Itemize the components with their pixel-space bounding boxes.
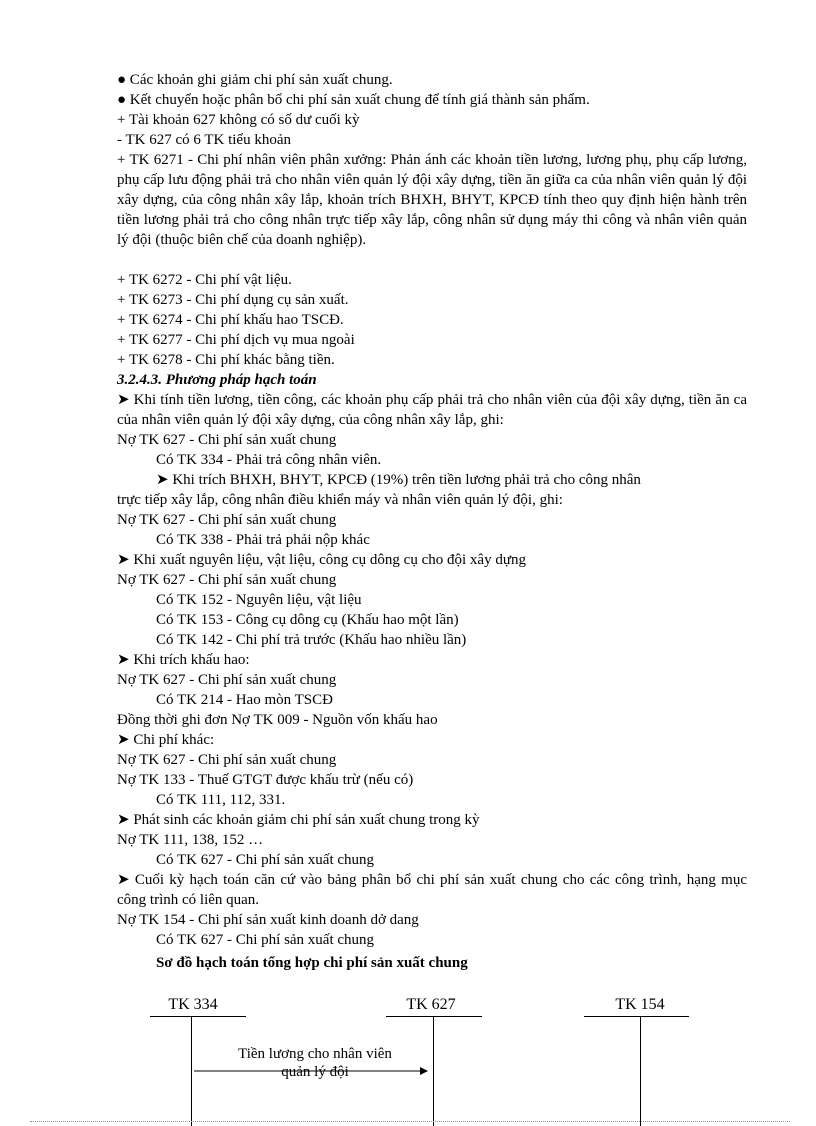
text-line: Có TK 142 - Chi phí trả trước (Khấu hao nhiều lần) <box>156 632 467 648</box>
text-line: Có TK 334 - Phải trả công nhân viên. <box>156 452 382 468</box>
t-account-stem <box>640 1016 641 1126</box>
text-line: + TK 6277 - Chi phí dịch vụ mua ngoài <box>117 332 355 348</box>
text-line: ➤ Khi trích BHXH, BHYT, KPCĐ (19%) trên tiền lương phải trả cho công nhân <box>156 472 641 488</box>
text-line: Có TK 111, 112, 331. <box>156 792 286 808</box>
text-line: Có TK 338 - Phải trả phải nộp khác <box>156 532 370 548</box>
text-line: Có TK 152 - Nguyên liệu, vật liệu <box>156 592 362 608</box>
text-line: Có TK 214 - Hao mòn TSCĐ <box>156 692 333 708</box>
text-line: Có TK 153 - Công cụ dông cụ (Khấu hao một lần) <box>156 612 459 628</box>
t-account-bar <box>150 1016 246 1017</box>
arrow-label: quản lý đội <box>281 1064 349 1080</box>
page-edge-divider <box>30 1121 790 1122</box>
text-line: Nợ TK 627 - Chi phí sản xuất chung <box>117 672 337 688</box>
text-line: Nợ TK 154 - Chi phí sản xuất kinh doanh dở dang <box>117 912 419 928</box>
text-line: Nợ TK 627 - Chi phí sản xuất chung <box>117 752 337 768</box>
t-account-stem <box>433 1016 434 1126</box>
account-label-154: TK 154 <box>615 996 665 1013</box>
text-line: ➤ Phát sinh các khoản giảm chi phí sản xuất chung trong kỳ <box>117 812 480 828</box>
text-line: + Tài khoản 627 không có số dư cuối kỳ <box>117 112 360 128</box>
text-paragraph: + TK 6271 - Chi phí nhân viên phân xưởng: Phản ánh các khoản tiền lương, lương phụ, phụ cấp lương, phụ cấp lưu động phải trả cho nhân viên quản lý đội xây dựng, tiền ăn giữa ca của nhân viên quản lý đội xây dựng, của công nhân xây lắp, khoản trích BHXH, BHYT, KPCĐ tính theo quy định hiện hành trên tiền lương phải trả cho công nhân trực tiếp xây lắp, công nhân sử dụng máy thi công và nhân viên quản lý đội (thuộc biên chế của doanh nghiệp). <box>117 152 747 248</box>
t-account-bar <box>584 1016 689 1017</box>
text-line: trực tiếp xây lắp, công nhân điều khiển máy và nhân viên quản lý đội, ghi: <box>117 492 563 508</box>
text-line: Nợ TK 627 - Chi phí sản xuất chung <box>117 512 337 528</box>
text-line: ● Các khoản ghi giảm chi phí sản xuất chung. <box>117 72 393 88</box>
t-account-stem <box>191 1016 192 1126</box>
section-heading: 3.2.4.3. Phương pháp hạch toán <box>117 372 317 388</box>
text-line: Nợ TK 133 - Thuế GTGT được khấu trừ (nếu có) <box>117 772 414 788</box>
text-paragraph: ➤ Cuối kỳ hạch toán căn cứ vào bảng phân bổ chi phí sản xuất chung cho các công trình, hạng mục công trình có liên quan. <box>117 872 747 908</box>
account-label-334: TK 334 <box>168 996 218 1013</box>
text-line: + TK 6278 - Chi phí khác bằng tiền. <box>117 352 335 368</box>
t-account-bar <box>386 1016 482 1017</box>
text-line: Có TK 627 - Chi phí sản xuất chung <box>156 852 375 868</box>
text-line: Nợ TK 627 - Chi phí sản xuất chung <box>117 572 337 588</box>
diagram-title: Sơ đồ hạch toán tổng hợp chi phí sản xuất chung <box>156 955 468 971</box>
text-line: ➤ Khi trích khấu hao: <box>117 652 250 668</box>
text-paragraph: ➤ Khi tính tiền lương, tiền công, các khoản phụ cấp phải trả cho nhân viên của đội xây dựng, tiền ăn ca của nhân viên quản lý đội xây dựng, của công nhân xây lắp, ghi: <box>117 392 747 428</box>
text-line: + TK 6272 - Chi phí vật liệu. <box>117 272 292 288</box>
text-line: Nợ TK 111, 138, 152 … <box>117 832 264 848</box>
text-line: ➤ Khi xuất nguyên liệu, vật liệu, công cụ dông cụ cho đội xây dựng <box>117 552 526 568</box>
text-line: Đồng thời ghi đơn Nợ TK 009 - Nguồn vốn khấu hao <box>117 712 438 728</box>
text-line: - TK 627 có 6 TK tiểu khoản <box>117 132 292 148</box>
text-line: + TK 6273 - Chi phí dụng cụ sản xuất. <box>117 292 349 308</box>
text-line: Nợ TK 627 - Chi phí sản xuất chung <box>117 432 337 448</box>
account-label-627: TK 627 <box>406 996 456 1013</box>
arrow-label: Tiền lương cho nhân viên <box>238 1046 392 1062</box>
text-line: ➤ Chi phí khác: <box>117 732 215 748</box>
text-line: + TK 6274 - Chi phí khấu hao TSCĐ. <box>117 312 344 328</box>
text-line: Có TK 627 - Chi phí sản xuất chung <box>156 932 375 948</box>
text-line: ● Kết chuyển hoặc phân bổ chi phí sản xuất chung để tính giá thành sản phẩm. <box>117 92 590 108</box>
